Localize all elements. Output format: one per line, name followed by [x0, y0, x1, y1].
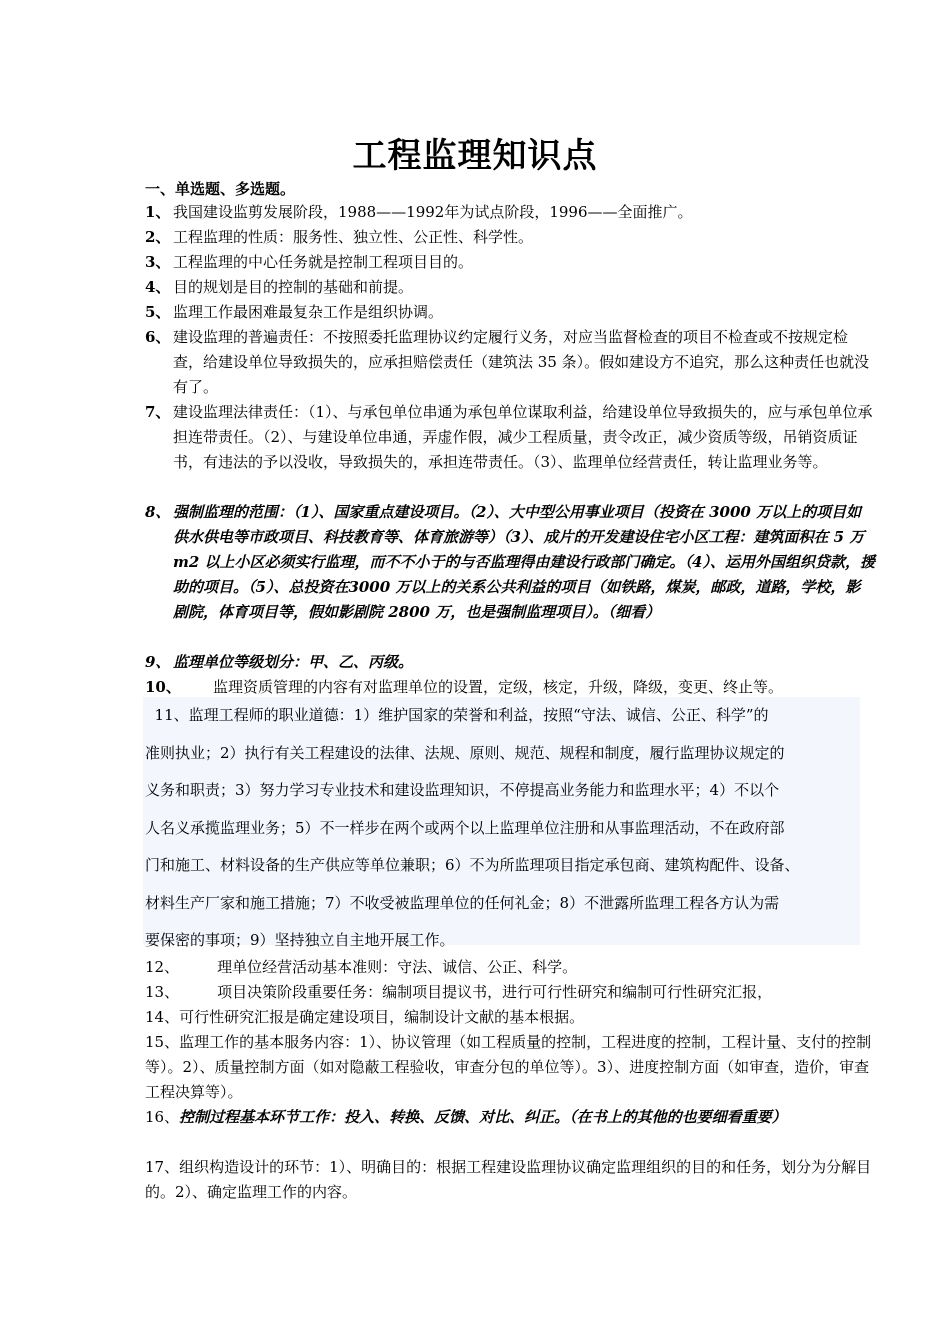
paragraph-line: 材料生产厂家和施工措施；7）不收受被监理单位的任何礼金；8）不泄露所监理工程各方认为需	[145, 893, 780, 912]
item-number: 7、	[145, 403, 171, 421]
item-number: 2、	[145, 228, 171, 246]
item-text: 强制监理的范围：（1）、国家重点建设项目。（2）、大中型公用事业项目（投资在 3000 万以上的项目如供水供电等市政项目、科技教育等、体育旅游等）（3）、成片的开发建设住宅小区工程：建筑面积在 5 万m2 以上小区必须实行监理，而不不小于的与否监理得由建设行政部门确定。（4）、运用外国组织贷款，援助的项目。（5）、总投资在3000 万以上的关系公共利益的项目（如铁路，煤炭，邮政，道路，学校，影剧院，体育项目等，假如影剧院 2800 万，也是强制监理项目）。（细看）	[173, 503, 875, 621]
item-text: 监理单位等级划分：甲、乙、丙级。	[173, 653, 414, 671]
list-item-17: 17、组织构造设计的环节：1）、明确目的：根据工程建设监理协议确定监理组织的目的和任务，划分为分解目的。2）、确定监理工作的内容。	[145, 1158, 872, 1201]
item-text: 工程监理的中心任务就是控制工程项目目的。	[173, 253, 474, 271]
item-text: 建设监理的普遍责任：不按照委托监理协议约定履行义务，对应当监督检查的项目不检查或不按规定检查，给建设单位导致损失的，应承担赔偿责任（建筑法 35 条）。假如建设方不追究，那么这种责任也就没有了。	[173, 328, 870, 396]
page-title: 工程监理知识点	[352, 136, 598, 176]
list-item-16	[145, 1105, 875, 1130]
item-text: 目的规划是目的控制的基础和前提。	[173, 278, 414, 296]
paragraph-line: 义务和职责；3）努力学习专业技术和建设监理知识，不停提高业务能力和监理水平；4）不以个	[145, 781, 780, 799]
item-text: 项目决策阶段重要任务：编制项目提议书，进行可行性研究和编制可行性研究汇报，	[217, 983, 773, 1001]
item-number: 8、	[145, 503, 171, 521]
paragraph-line: 人名义承揽监理业务；5）不一样步在两个或两个以上监理单位注册和从事监理活动，不在政府部	[145, 818, 785, 837]
item-number: 6、	[145, 328, 171, 346]
list-item	[145, 325, 875, 400]
item-text: 建设监理法律责任：（1）、与承包单位串通为承包单位谋取利益，给建设单位导致损失的，应与承包单位承担连带责任。（2）、与建设单位串通，弄虚作假，减少工程质量，责令改正，减少资质等级，吊销资质证书，有违法的予以没收，导致损失的，承担连带责任。（3）、监理单位经营责任，转让监理业务等。	[173, 403, 873, 471]
list-item	[145, 225, 875, 250]
paragraph-line: 准则执业；2）执行有关工程建设的法律、法规、原则、规范、规程和制度，履行监理协议规定的	[145, 743, 785, 762]
item-number: 9、	[145, 653, 171, 671]
item-number: 12、	[145, 958, 180, 976]
list-item-13	[145, 980, 875, 1005]
item-text: 控制过程基本环节工作：投入、转换、反馈、对比、纠正。（在书上的其他的也要细看重要）	[179, 1108, 787, 1126]
list-item	[145, 250, 875, 275]
paragraph-line: 要保密的事项；9）坚持独立自主地开展工作。	[145, 931, 455, 949]
item-number: 1、	[145, 203, 171, 221]
list-item	[145, 400, 875, 475]
item-number: 13、	[145, 983, 180, 1001]
item-number: 4、	[145, 278, 171, 296]
item-text: 工程监理的性质：服务性、独立性、公正性、科学性。	[173, 228, 534, 246]
shaded-paragraph-item-11	[145, 697, 865, 960]
paragraph-line: 门和施工、材料设备的生产供应等单位兼职；6）不为所监理项目指定承包商、建筑构配件、设备、	[145, 856, 800, 874]
paragraph-line: 11、监理工程师的职业道德：1）维护国家的荣誉和利益，按照“守法、诚信、公正、科学”的	[145, 706, 769, 724]
item-text: 监理资质管理的内容有对监理单位的设置，定级，核定，升级，降级，变更、终止等。	[213, 678, 784, 696]
list-item-emphasized	[145, 500, 875, 625]
list-item	[145, 275, 875, 300]
item-text: 监理工作最困难最复杂工作是组织协调。	[173, 303, 444, 321]
list-item-15: 15、监理工作的基本服务内容：1）、协议管理（如工程质量的控制，工程进度的控制，工程计量、支付的控制等）。2）、质量控制方面（如对隐蔽工程验收，审查分包的单位等）。3）、进度控制方面（如审查，造价，审查工程决算等）。	[145, 1033, 872, 1101]
section-heading: 一、单选题、多选题。	[145, 180, 296, 198]
item-text: 我国建设监剪发展阶段，1988——1992年为试点阶段，1996——全面推广。	[173, 203, 693, 221]
list-item	[145, 300, 875, 325]
item-number: 3、	[145, 253, 171, 271]
list-item	[145, 200, 875, 225]
item-number: 16、	[145, 1108, 180, 1126]
list-item-emphasized	[145, 650, 875, 675]
item-text: 理单位经营活动基本准则：守法、诚信、公正、科学。	[217, 958, 578, 976]
list-item-14: 14、可行性研究汇报是确定建设项目，编制设计文献的基本根据。	[145, 1008, 585, 1026]
item-number: 5、	[145, 303, 171, 321]
list-item-12	[145, 955, 875, 980]
item-number: 10、	[145, 678, 181, 696]
